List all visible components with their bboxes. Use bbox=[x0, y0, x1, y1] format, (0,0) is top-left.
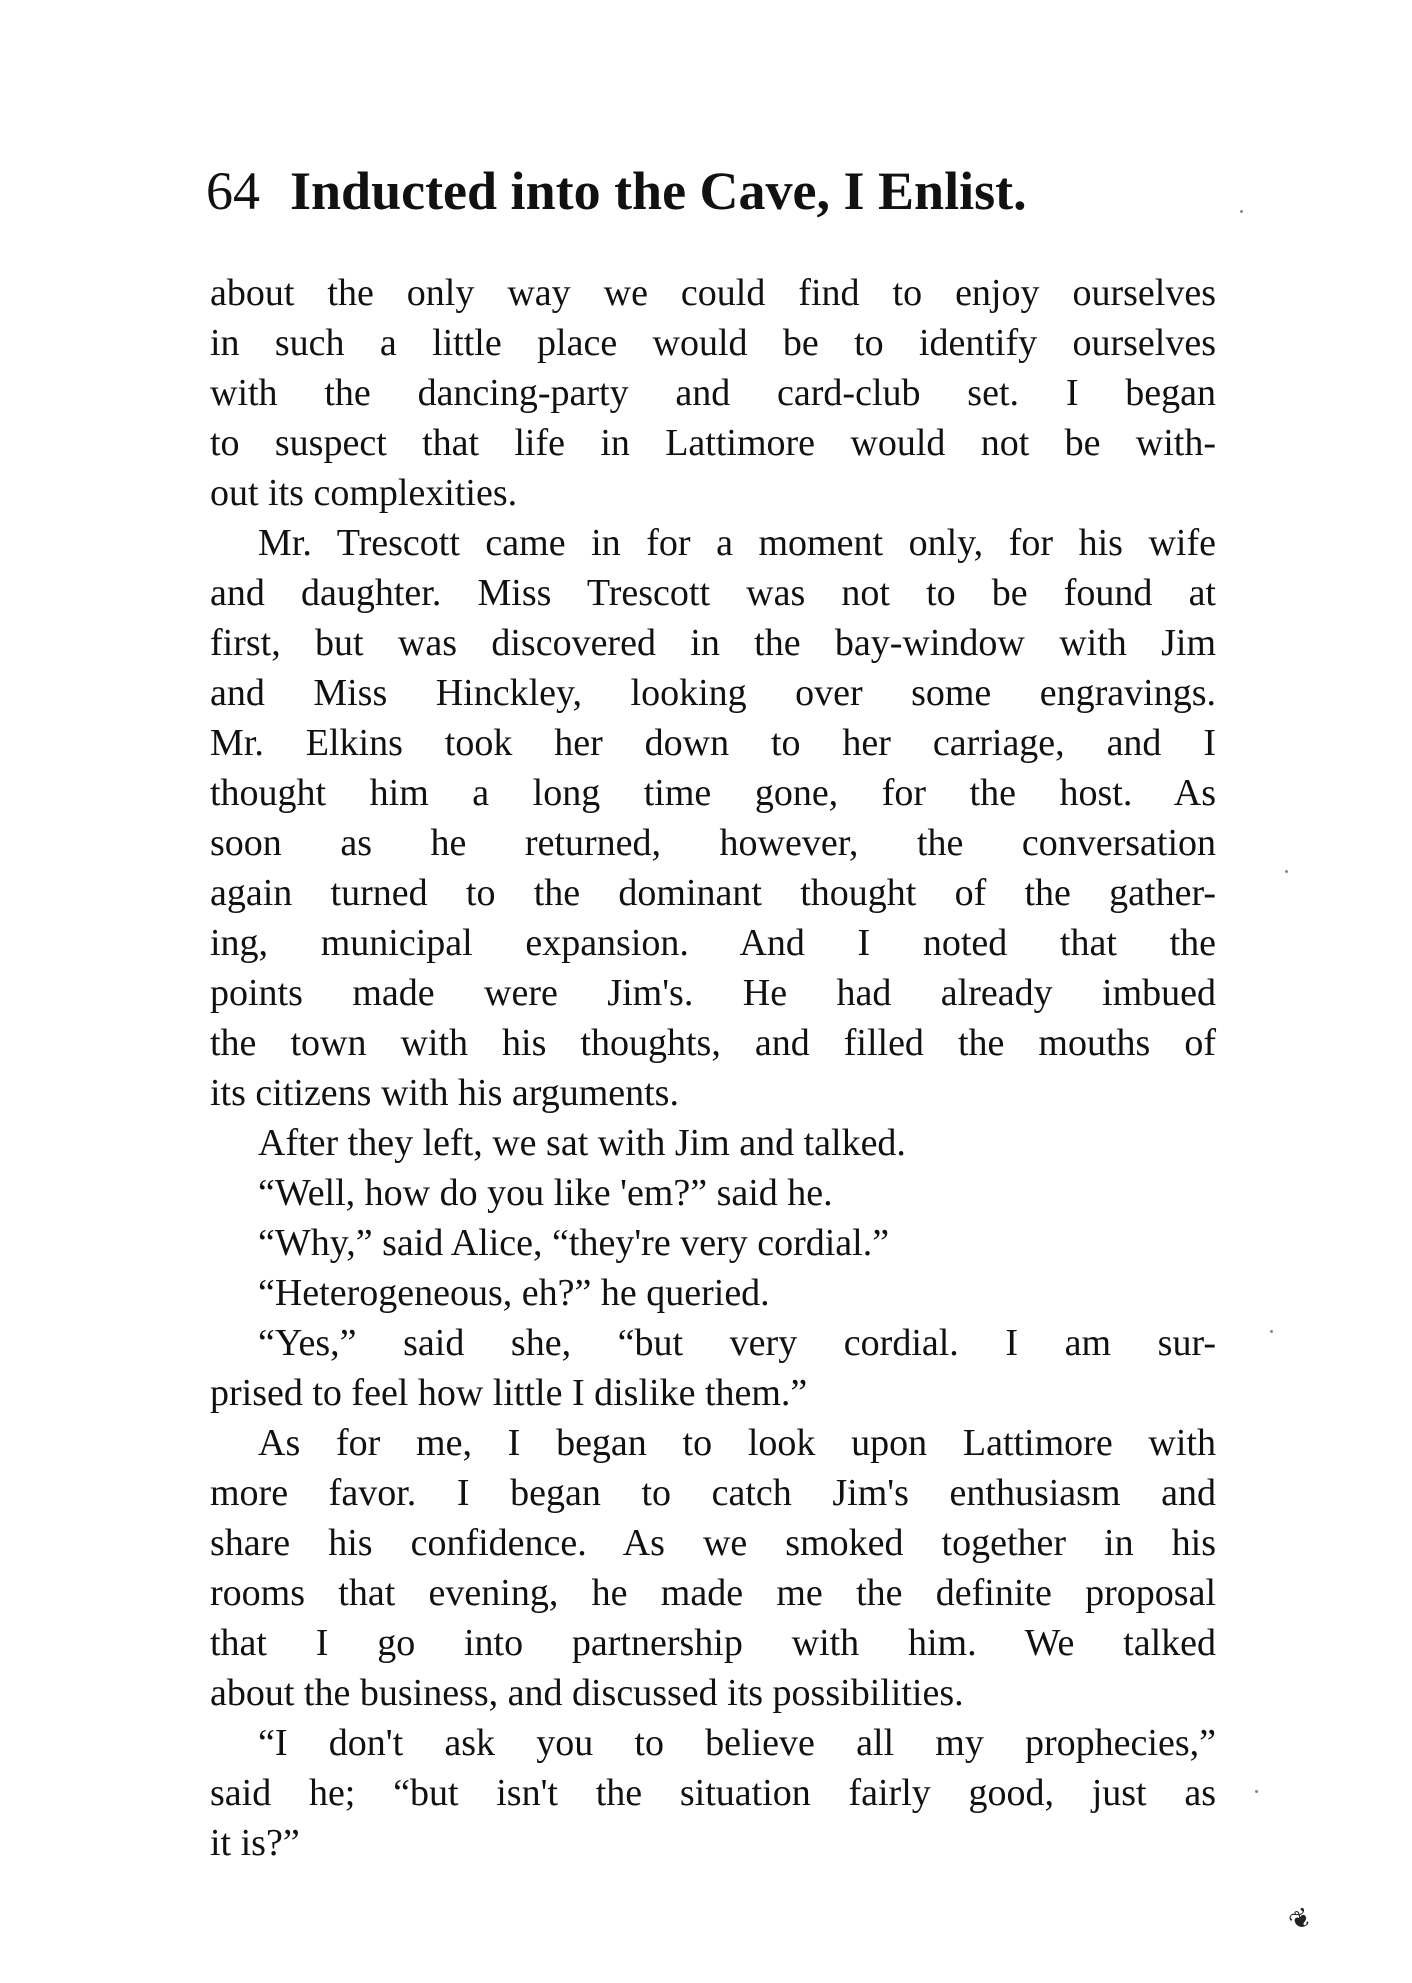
text-line: its citizens with his arguments. bbox=[210, 1072, 679, 1114]
text-line: about the only way we could find to enjoy ourselves bbox=[210, 272, 1216, 314]
text-line: Mr. Trescott came in for a moment only, for his wife bbox=[258, 522, 1216, 564]
text-line: and Miss Hinckley, looking over some engravings. bbox=[210, 672, 1216, 714]
text-line: “I don't ask you to believe all my prophecies,” bbox=[258, 1722, 1216, 1764]
text-line: “Why,” said Alice, “they're very cordial.” bbox=[258, 1222, 890, 1264]
text-line: said he; “but isn't the situation fairly good, just as bbox=[210, 1772, 1216, 1814]
text-line: first, but was discovered in the bay-window with Jim bbox=[210, 622, 1216, 664]
scan-speck bbox=[1255, 1790, 1258, 1793]
text-line: that I go into partnership with him. We talked bbox=[210, 1622, 1216, 1664]
text-line: and daughter. Miss Trescott was not to be found at bbox=[210, 572, 1216, 614]
scan-speck bbox=[1270, 1330, 1273, 1333]
text-line: more favor. I began to catch Jim's enthusiasm and bbox=[210, 1472, 1216, 1514]
text-line: again turned to the dominant thought of the gather- bbox=[210, 872, 1216, 914]
text-line: prised to feel how little I dislike them.” bbox=[210, 1372, 808, 1414]
ink-mark-icon: ❦ bbox=[1283, 1901, 1318, 1938]
text-line: thought him a long time gone, for the host. As bbox=[210, 772, 1216, 814]
running-header bbox=[206, 160, 1027, 222]
text-line: After they left, we sat with Jim and talked. bbox=[258, 1122, 906, 1164]
text-line: “Yes,” said she, “but very cordial. I am sur- bbox=[258, 1322, 1216, 1364]
text-line: in such a little place would be to identify ourselves bbox=[210, 322, 1216, 364]
text-line: ing, municipal expansion. And I noted that the bbox=[210, 922, 1216, 964]
text-line: with the dancing-party and card-club set. I began bbox=[210, 372, 1216, 414]
running-title: Inducted into the Cave, I Enlist. bbox=[290, 161, 1027, 221]
text-line: it is?” bbox=[210, 1822, 300, 1864]
text-line: share his confidence. As we smoked together in his bbox=[210, 1522, 1216, 1564]
scan-speck bbox=[1285, 870, 1288, 873]
text-line: “Heterogeneous, eh?” he queried. bbox=[258, 1272, 770, 1314]
page-body-text bbox=[210, 268, 1216, 1868]
page-number: 64 bbox=[206, 161, 260, 221]
scan-speck bbox=[1240, 210, 1243, 213]
text-line: “Well, how do you like 'em?” said he. bbox=[258, 1172, 833, 1214]
text-line: points made were Jim's. He had already imbued bbox=[210, 972, 1216, 1014]
text-line: out its complexities. bbox=[210, 472, 518, 514]
text-line: rooms that evening, he made me the definite proposal bbox=[210, 1572, 1216, 1614]
text-line: to suspect that life in Lattimore would not be with- bbox=[210, 422, 1216, 464]
text-line: Mr. Elkins took her down to her carriage, and I bbox=[210, 722, 1216, 764]
text-line: As for me, I began to look upon Lattimore with bbox=[258, 1422, 1216, 1464]
text-line: soon as he returned, however, the conversation bbox=[210, 822, 1216, 864]
text-line: the town with his thoughts, and filled the mouths of bbox=[210, 1022, 1216, 1064]
text-line: about the business, and discussed its possibilities. bbox=[210, 1672, 964, 1714]
